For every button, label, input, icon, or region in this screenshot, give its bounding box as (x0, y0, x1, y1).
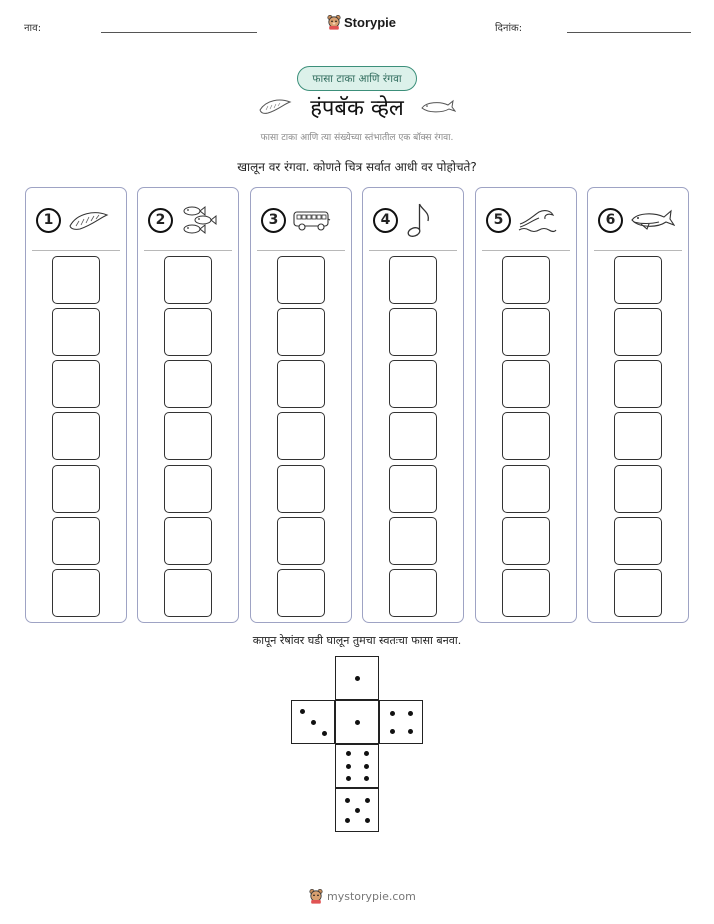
color-box[interactable] (614, 412, 662, 460)
color-box[interactable] (502, 569, 550, 617)
dice-face-3 (291, 700, 335, 744)
color-box[interactable] (614, 517, 662, 565)
column-header (148, 200, 234, 240)
color-box[interactable] (614, 465, 662, 513)
dice-pip (364, 751, 369, 756)
divider (594, 250, 682, 251)
column-header (598, 200, 684, 240)
color-box[interactable] (502, 465, 550, 513)
dice-pip (346, 764, 351, 769)
dice-pip (390, 711, 395, 716)
column-number: 3 (261, 208, 286, 233)
column-number: 5 (486, 208, 511, 233)
color-box[interactable] (614, 569, 662, 617)
column-number: 6 (598, 208, 623, 233)
name-line[interactable] (101, 32, 257, 33)
column-4 (362, 187, 464, 623)
color-box[interactable] (614, 256, 662, 304)
color-box[interactable] (502, 360, 550, 408)
color-box[interactable] (52, 465, 100, 513)
dice-pip (355, 676, 360, 681)
divider (482, 250, 570, 251)
instruction: खालून वर रंगवा. कोणते चित्र सर्वात आधी वर पोहोचते? (237, 160, 477, 174)
bus-icon (292, 207, 332, 233)
storypie-logo (327, 14, 396, 30)
column-number: 4 (373, 208, 398, 233)
page-title: हंपबॅक व्हेल (310, 96, 404, 121)
dice-face-1 (335, 656, 379, 700)
krill-icon (258, 96, 292, 116)
color-box[interactable] (277, 360, 325, 408)
brand-name: Storypie (344, 14, 397, 30)
whale-icon (420, 96, 456, 116)
dice-pip (365, 798, 370, 803)
color-box[interactable] (277, 256, 325, 304)
krill-icon (67, 207, 109, 233)
color-box[interactable] (614, 360, 662, 408)
music-note-icon (404, 201, 434, 239)
subtitle: फासा टाका आणि त्या संख्येच्या स्तंभातील एक बॉक्स रंगवा. (260, 133, 454, 143)
color-box[interactable] (502, 256, 550, 304)
column-header (36, 200, 122, 240)
date-label: दिनांक: (495, 23, 523, 34)
color-box[interactable] (502, 517, 550, 565)
column-5 (475, 187, 577, 623)
column-2 (137, 187, 239, 623)
color-box[interactable] (164, 465, 212, 513)
dice-face-4 (379, 700, 423, 744)
dice-pip (365, 818, 370, 823)
color-box[interactable] (277, 465, 325, 513)
color-box[interactable] (52, 308, 100, 356)
color-box[interactable] (52, 569, 100, 617)
column-6 (587, 187, 689, 623)
column-header (486, 200, 572, 240)
color-box[interactable] (389, 465, 437, 513)
column-header (373, 200, 459, 240)
cut-instruction: कापून रेषांवर घडी घालून तुमचा स्वतःचा फासा बनवा. (252, 634, 462, 647)
color-box[interactable] (277, 569, 325, 617)
color-box[interactable] (389, 256, 437, 304)
name-label: नाव: (24, 23, 42, 34)
column-1 (25, 187, 127, 623)
dice-pip (346, 751, 351, 756)
dice-face-1 (335, 700, 379, 744)
color-box[interactable] (52, 412, 100, 460)
bear-icon (327, 14, 341, 30)
footer-url: mystorypie.com (327, 889, 416, 903)
dice-pip (408, 729, 413, 734)
column-number: 2 (148, 208, 173, 233)
bear-icon (309, 888, 323, 904)
color-box[interactable] (502, 412, 550, 460)
whale-icon (629, 206, 675, 234)
divider (32, 250, 120, 251)
dice-face-6 (335, 744, 379, 788)
color-box[interactable] (389, 412, 437, 460)
column-number: 1 (36, 208, 61, 233)
color-box[interactable] (52, 256, 100, 304)
divider (369, 250, 457, 251)
color-box[interactable] (277, 308, 325, 356)
color-box[interactable] (389, 360, 437, 408)
color-box[interactable] (277, 517, 325, 565)
dice-pip (345, 818, 350, 823)
color-box[interactable] (389, 569, 437, 617)
dice-pip (345, 798, 350, 803)
color-box[interactable] (164, 308, 212, 356)
activity-badge: फासा टाका आणि रंगवा (297, 66, 417, 91)
color-box[interactable] (502, 308, 550, 356)
color-box[interactable] (389, 308, 437, 356)
color-box[interactable] (164, 360, 212, 408)
dice-pip (390, 729, 395, 734)
dice-pip (355, 808, 360, 813)
column-3 (250, 187, 352, 623)
color-box[interactable] (277, 412, 325, 460)
dice-pip (300, 709, 305, 714)
color-box[interactable] (164, 517, 212, 565)
dice-pip (364, 764, 369, 769)
dice-face-5 (335, 788, 379, 832)
footer (309, 888, 416, 904)
divider (257, 250, 345, 251)
color-box[interactable] (164, 412, 212, 460)
dice-pip (322, 731, 327, 736)
dice-pip (364, 776, 369, 781)
color-box[interactable] (164, 256, 212, 304)
divider (144, 250, 232, 251)
dice-pip (346, 776, 351, 781)
dice-pip (311, 720, 316, 725)
date-line[interactable] (567, 32, 691, 33)
fish-school-icon (179, 203, 219, 237)
dice-pip (355, 720, 360, 725)
color-box[interactable] (52, 360, 100, 408)
color-box[interactable] (164, 569, 212, 617)
color-box[interactable] (614, 308, 662, 356)
dice-pip (408, 711, 413, 716)
column-header (261, 200, 347, 240)
color-box[interactable] (389, 517, 437, 565)
wave-icon (517, 206, 557, 234)
color-box[interactable] (52, 517, 100, 565)
